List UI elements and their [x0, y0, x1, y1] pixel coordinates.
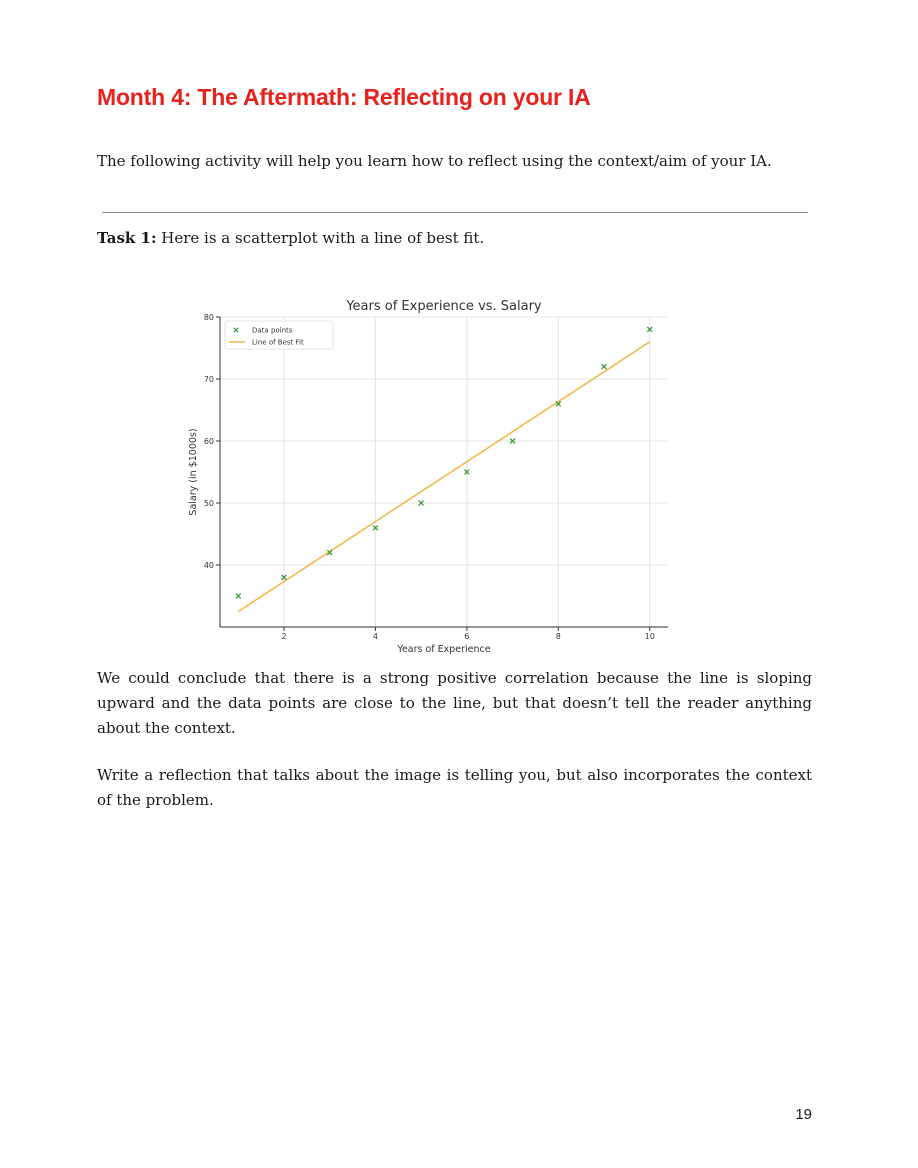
x-tick-label: 10 [644, 632, 655, 641]
y-tick-label: 70 [203, 375, 214, 384]
x-tick-label: 6 [464, 632, 470, 641]
intro-text: The following activity will help you learn how to reflect using the context/aim of your IA. [97, 152, 772, 170]
x-tick-label: 8 [555, 632, 561, 641]
page-number: 19 [795, 1106, 812, 1123]
best-fit-line [238, 342, 649, 612]
task-label: Task 1: [97, 229, 157, 247]
conclusion-paragraph: We could conclude that there is a strong positive correlation because the line is sloping upward and the data points are close to the line, but that doesn’t tell the reader anything about the context. [97, 669, 812, 737]
reflection-prompt-paragraph: Write a reflection that talks about the image is telling you, but also incorporates the context of the problem. [97, 766, 812, 809]
legend-label: Data points [252, 326, 293, 335]
task-text: Here is a scatterplot with a line of best fit. [156, 229, 485, 247]
y-tick-label: 50 [203, 499, 214, 508]
task-instruction [97, 227, 484, 249]
y-tick-label: 80 [203, 313, 214, 322]
horizontal-rule [102, 212, 808, 213]
chart-y-axis-label: Salary (in $1000s) [188, 428, 199, 516]
page-heading: Month 4: The Aftermath: Reflecting on your IA [97, 84, 591, 110]
chart-grid [220, 317, 668, 627]
legend-label: Line of Best Fit [252, 338, 304, 347]
chart-title: Years of Experience vs. Salary [346, 299, 542, 314]
chart-series [236, 327, 652, 612]
x-tick-label: 4 [372, 632, 378, 641]
chart-axes [204, 313, 668, 641]
chart-legend [225, 321, 333, 349]
data-point-marker [602, 364, 607, 369]
y-tick-label: 40 [203, 561, 214, 570]
x-tick-label: 2 [281, 632, 287, 641]
scatter-chart [180, 292, 680, 662]
chart-x-axis-label: Years of Experience [397, 644, 491, 655]
data-point-marker [236, 594, 241, 599]
y-tick-label: 60 [203, 437, 214, 446]
